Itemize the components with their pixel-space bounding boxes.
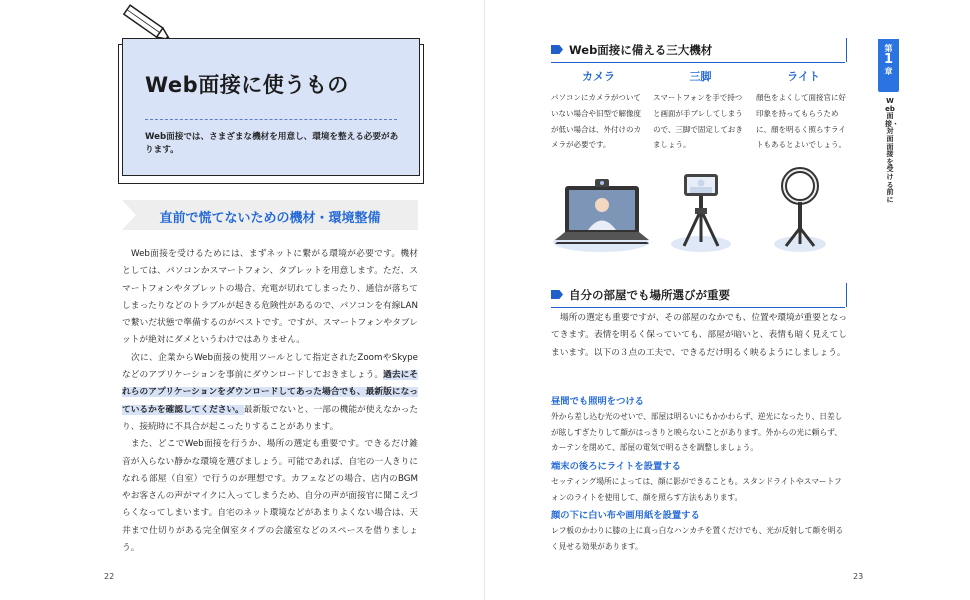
dashed-divider bbox=[145, 119, 397, 120]
tip-reflector bbox=[551, 507, 849, 554]
ring-light-icon bbox=[770, 166, 830, 254]
page-number-right: 23 bbox=[853, 572, 864, 581]
laptop-webcam-icon bbox=[551, 170, 651, 254]
tip-rear-light bbox=[551, 458, 849, 505]
equipment-desc: 顔色をよくして面接官に好印象を持ってもらうために、顔を明るく照らすライトもあるとよいでしょう。 bbox=[756, 93, 846, 150]
room-heading-text: 自分の部屋でも場所選びが重要 bbox=[569, 288, 730, 302]
heading-rule-end bbox=[846, 283, 847, 307]
body-text bbox=[122, 246, 418, 557]
tip-body: セッティング場所によっては、顔に影ができることも。スタンドライトやスマートフォンのライトを使用して、顔を照らす方法もあります。 bbox=[551, 477, 842, 502]
equipment-camera bbox=[551, 68, 646, 153]
paragraph-2 bbox=[122, 350, 418, 436]
page-number-left: 22 bbox=[104, 572, 115, 581]
heading-marker-icon bbox=[551, 45, 563, 54]
highlighted-text: 過去にそれらのアプリケーションをダウンロードしてあった場合でも、最新版になっているかを確認してください。 bbox=[122, 370, 418, 415]
lead-text: Web面接では、さまざまな機材を用意し、環境を整える必要があります。 bbox=[145, 132, 399, 155]
smartphone-tripod-icon bbox=[666, 170, 736, 254]
chapter-suffix: 章 bbox=[884, 67, 893, 76]
tip-body: 外から差し込む光のせいで、部屋は明るいにもかかわらず、逆光になったり、日差しが眩しすぎたりして顔がはっきりと映らないことがあります。外からの光に頼らず、カーテンを閉めて、部屋の電気で明るさを調整しましょう。 bbox=[551, 412, 843, 453]
paragraph-2-text-after: 最新版でないと、一部の機能が使えなかったり、接続時に不具合が起こったりすることがあります。 bbox=[122, 404, 419, 432]
chapter-title: Web面接・対面面接を受ける前に bbox=[885, 97, 899, 204]
room-heading bbox=[551, 287, 847, 305]
title-card bbox=[122, 38, 420, 176]
room-paragraph-text: 場所の選定も重要ですが、その部屋のなかでも、位置や環境が重要となってきます。表情を明るく保っていても、部屋が暗いと、表情も暗く見えてしまいます。以下の３点の工夫で、できるだけ明るく映るようにしましょう。 bbox=[551, 313, 847, 358]
chapter-tab-label bbox=[878, 44, 899, 76]
tip-body: レフ板のかわりに膝の上に真っ白なハンカチを置くだけでも、光が反射して顔を明るく見せる効果があります。 bbox=[551, 526, 844, 551]
tip-title: 昼間でも照明をつける bbox=[551, 396, 644, 407]
equipment-name: ライト bbox=[787, 70, 820, 83]
equipment-name: 三脚 bbox=[689, 70, 712, 83]
equipment-heading-text: Web面接に備える三大機材 bbox=[569, 43, 713, 57]
tip-title: 端末の後ろにライトを設置する bbox=[551, 461, 681, 472]
chapter-number: 1 bbox=[883, 52, 894, 67]
equipment-desc: パソコンにカメラがついていない場合や旧型で解像度が低い場合は、外付けのカメラが必要です。 bbox=[551, 93, 641, 150]
equipment-light bbox=[756, 68, 851, 153]
tip-lighting bbox=[551, 393, 849, 456]
page-title: Web面接に使うもの bbox=[145, 73, 349, 97]
paragraph-3 bbox=[122, 436, 418, 557]
right-page bbox=[485, 0, 970, 600]
heading-rule-end bbox=[846, 38, 847, 62]
equipment-tripod bbox=[653, 68, 748, 153]
equipment-name: カメラ bbox=[582, 70, 615, 83]
section-heading-band bbox=[122, 200, 418, 230]
paragraph-1 bbox=[122, 246, 418, 350]
section-heading: 直前で慌てないための機材・環境整備 bbox=[159, 211, 381, 226]
tip-title: 顔の下に白い布や画用紙を設置する bbox=[551, 510, 700, 521]
paragraph-3-text: また、どこでWeb面接を行うか、場所の選定も重要です。できるだけ雑音が入らない静かな環境を選びましょう。可能であれば、自宅の一人きりになれる部屋（自室）で行うのが理想です。カフェなどの場合、店内のBGMやお客さんの声がマイクに入ってしまうため、自分の声が面接官に聞こえづらくなってしまいます。自宅のネット環境などがあまりよくない場合は、天井まで仕切りがある完全個室タイプの会議室などのスペースを借りましょう。 bbox=[122, 439, 418, 554]
room-paragraph bbox=[551, 310, 847, 362]
equipment-desc: スマートフォンを手で持つと画面が手ブレしてしまうので、三脚で固定しておきましょう。 bbox=[653, 93, 743, 150]
chapter-tab bbox=[878, 39, 899, 92]
paragraph-2-text: 次に、企業からWeb面接の使用ツールとして指定されたZoomやSkypeなどのアプリケーションを事前にダウンロードしておきましょう。 bbox=[122, 352, 418, 381]
heading-marker-icon bbox=[551, 290, 563, 299]
equipment-heading bbox=[551, 42, 847, 60]
paragraph-1-text: Web面接を受けるためには、まずネットに繋がる環境が必要です。機材としては、パソコンかスマートフォン、タブレットを用意します。ただ、スマートフォンやタブレットの場合、充電が切れてしまったり、通信が落ちてしまったりなどのトラブルが起きる危険性があるので、パソコンを有線LANで繋いだ状態で準備するのがベストです。ですが、スマートフォンやタブレットが絶対にダメというわけではありません。 bbox=[122, 249, 418, 346]
heading-rule bbox=[551, 307, 845, 308]
heading-rule bbox=[551, 62, 845, 63]
chapter-prefix: 第 bbox=[884, 44, 893, 53]
